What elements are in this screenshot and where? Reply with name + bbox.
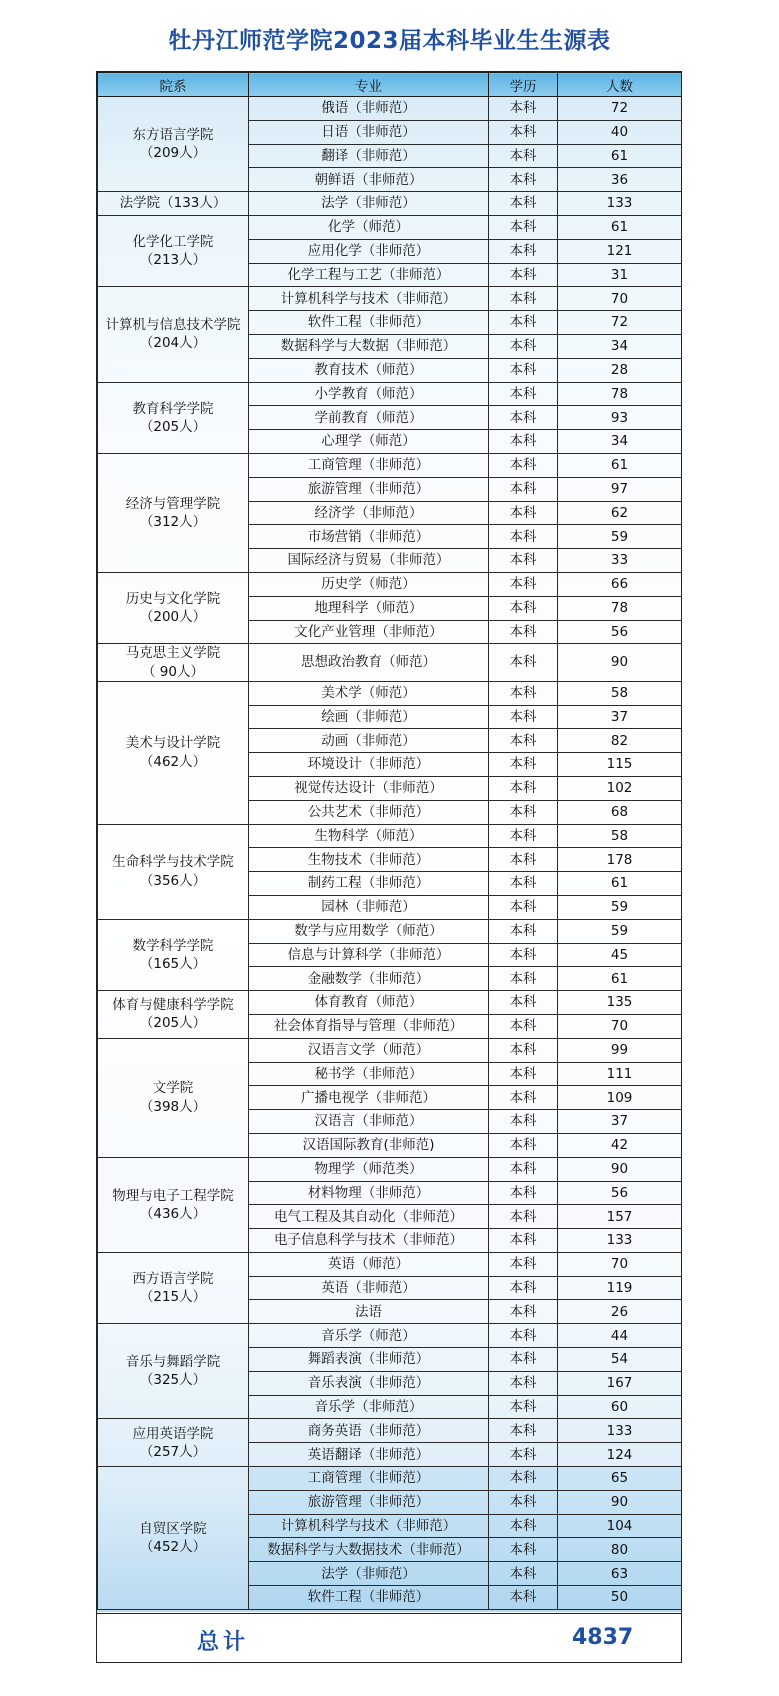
major-cell: 秘书学（非师范） — [249, 1062, 489, 1086]
count-cell: 121 — [558, 239, 682, 263]
major-cell: 汉语言（非师范） — [249, 1110, 489, 1134]
education-cell: 本科 — [489, 1252, 558, 1276]
department-name: 物理与电子工程学院 — [112, 1187, 234, 1204]
major-cell: 动画（非师范） — [249, 729, 489, 753]
education-cell: 本科 — [489, 991, 558, 1015]
count-cell: 135 — [558, 991, 682, 1015]
major-cell: 地理科学（师范） — [249, 596, 489, 620]
education-cell: 本科 — [489, 596, 558, 620]
education-cell: 本科 — [489, 620, 558, 644]
count-cell: 34 — [558, 430, 682, 454]
department-count: （204人） — [139, 335, 207, 352]
major-cell: 翻译（非师范） — [249, 144, 489, 168]
education-cell: 本科 — [489, 681, 558, 705]
department-name: 化学化工学院 — [132, 233, 214, 250]
education-cell: 本科 — [489, 1324, 558, 1348]
department-count: （205人） — [139, 418, 207, 435]
count-cell: 61 — [558, 967, 682, 991]
department-count: （436人） — [139, 1205, 207, 1222]
major-cell: 广播电视学（非师范） — [249, 1086, 489, 1110]
education-cell: 本科 — [489, 1538, 558, 1562]
education-cell: 本科 — [489, 1014, 558, 1038]
education-cell: 本科 — [489, 311, 558, 335]
count-cell: 133 — [558, 1229, 682, 1253]
count-cell: 97 — [558, 477, 682, 501]
major-cell: 经济学（非师范） — [249, 501, 489, 525]
department-name: 文学院 — [152, 1080, 194, 1097]
department-name: 应用英语学院 — [132, 1425, 214, 1442]
education-cell: 本科 — [489, 358, 558, 382]
major-cell: 化学工程与工艺（非师范） — [249, 263, 489, 287]
major-cell: 生物技术（非师范） — [249, 848, 489, 872]
count-cell: 26 — [558, 1300, 682, 1324]
major-cell: 英语（师范） — [249, 1252, 489, 1276]
education-cell: 本科 — [489, 406, 558, 430]
department-count: （213人） — [139, 252, 207, 269]
major-cell: 信息与计算科学（非师范） — [249, 943, 489, 967]
count-cell: 82 — [558, 729, 682, 753]
count-cell: 59 — [558, 919, 682, 943]
count-cell: 58 — [558, 681, 682, 705]
major-cell: 英语（非师范） — [249, 1276, 489, 1300]
education-cell: 本科 — [489, 1348, 558, 1372]
major-cell: 法学（非师范） — [249, 192, 489, 216]
count-cell: 63 — [558, 1562, 682, 1586]
education-cell: 本科 — [489, 1395, 558, 1419]
count-cell: 102 — [558, 776, 682, 800]
education-cell: 本科 — [489, 1038, 558, 1062]
department-name: 西方语言学院 — [132, 1270, 214, 1287]
major-cell: 应用化学（非师范） — [249, 239, 489, 263]
major-cell: 视觉传达设计（非师范） — [249, 776, 489, 800]
count-cell: 61 — [558, 215, 682, 239]
department-name: 马克思主义学院 — [125, 645, 221, 662]
major-cell: 小学教育（师范） — [249, 382, 489, 406]
education-cell: 本科 — [489, 1086, 558, 1110]
education-cell: 本科 — [489, 1110, 558, 1134]
department-name: 东方语言学院 — [132, 126, 214, 143]
count-cell: 111 — [558, 1062, 682, 1086]
major-cell: 社会体育指导与管理（非师范） — [249, 1014, 489, 1038]
major-cell: 化学（师范） — [249, 215, 489, 239]
department-name: 计算机与信息技术学院 — [105, 317, 241, 334]
count-cell: 93 — [558, 406, 682, 430]
education-cell: 本科 — [489, 776, 558, 800]
major-cell: 数据科学与大数据（非师范） — [249, 334, 489, 358]
count-cell: 133 — [558, 192, 682, 216]
education-cell: 本科 — [489, 168, 558, 192]
education-cell: 本科 — [489, 753, 558, 777]
major-cell: 商务英语（非师范） — [249, 1419, 489, 1443]
major-cell: 市场营销（非师范） — [249, 525, 489, 549]
education-cell: 本科 — [489, 824, 558, 848]
count-cell: 61 — [558, 453, 682, 477]
count-cell: 59 — [558, 525, 682, 549]
count-cell: 37 — [558, 1110, 682, 1134]
count-cell: 99 — [558, 1038, 682, 1062]
count-cell: 157 — [558, 1205, 682, 1229]
major-cell: 思想政治教育（师范） — [249, 644, 489, 681]
major-cell: 电子信息科学与技术（非师范） — [249, 1229, 489, 1253]
major-cell: 学前教育（师范） — [249, 406, 489, 430]
major-cell: 数学与应用数学（师范） — [249, 919, 489, 943]
count-cell: 37 — [558, 705, 682, 729]
major-cell: 物理学（师范类） — [249, 1157, 489, 1181]
education-cell: 本科 — [489, 1443, 558, 1467]
department-name: 音乐与舞蹈学院 — [125, 1354, 221, 1371]
major-cell: 朝鲜语（非师范） — [249, 168, 489, 192]
major-cell: 软件工程（非师范） — [249, 311, 489, 335]
major-cell: 英语翻译（非师范） — [249, 1443, 489, 1467]
education-cell: 本科 — [489, 1133, 558, 1157]
education-cell: 本科 — [489, 1157, 558, 1181]
count-cell: 68 — [558, 800, 682, 824]
count-cell: 50 — [558, 1586, 682, 1610]
department-count: （200人） — [139, 609, 207, 626]
education-cell: 本科 — [489, 1562, 558, 1586]
count-cell: 124 — [558, 1443, 682, 1467]
count-cell: 90 — [558, 1157, 682, 1181]
education-cell: 本科 — [489, 1062, 558, 1086]
department-name: 法学院（133人） — [119, 195, 227, 212]
count-cell: 72 — [558, 97, 682, 121]
education-cell: 本科 — [489, 1300, 558, 1324]
department-count: （ 90人） — [142, 663, 204, 680]
count-cell: 28 — [558, 358, 682, 382]
major-cell: 生物科学（师范） — [249, 824, 489, 848]
education-cell: 本科 — [489, 872, 558, 896]
count-cell: 36 — [558, 168, 682, 192]
major-cell: 软件工程（非师范） — [249, 1586, 489, 1610]
education-cell: 本科 — [489, 192, 558, 216]
education-cell: 本科 — [489, 729, 558, 753]
department-name: 自贸区学院 — [139, 1520, 207, 1537]
education-cell: 本科 — [489, 848, 558, 872]
education-cell: 本科 — [489, 1514, 558, 1538]
count-cell: 65 — [558, 1467, 682, 1491]
table-frame — [96, 71, 682, 1663]
education-cell: 本科 — [489, 1467, 558, 1491]
education-cell: 本科 — [489, 120, 558, 144]
count-cell: 70 — [558, 1014, 682, 1038]
education-cell: 本科 — [489, 287, 558, 311]
education-cell: 本科 — [489, 453, 558, 477]
total-value: 4837 — [572, 1625, 634, 1650]
major-cell: 材料物理（非师范） — [249, 1181, 489, 1205]
education-cell: 本科 — [489, 1276, 558, 1300]
major-cell: 俄语（非师范） — [249, 97, 489, 121]
major-cell: 工商管理（非师范） — [249, 1467, 489, 1491]
major-cell: 美术学（师范） — [249, 681, 489, 705]
education-cell: 本科 — [489, 919, 558, 943]
header-education: 学历 — [489, 73, 558, 97]
education-cell: 本科 — [489, 239, 558, 263]
education-cell: 本科 — [489, 895, 558, 919]
count-cell: 62 — [558, 501, 682, 525]
major-cell: 绘画（非师范） — [249, 705, 489, 729]
page-title: 牡丹江师范学院2023届本科毕业生生源表 — [168, 28, 611, 54]
header-count: 人数 — [558, 73, 682, 97]
major-cell: 旅游管理（非师范） — [249, 477, 489, 501]
count-cell: 78 — [558, 596, 682, 620]
major-cell: 心理学（师范） — [249, 430, 489, 454]
major-cell: 国际经济与贸易（非师范） — [249, 549, 489, 573]
education-cell: 本科 — [489, 967, 558, 991]
count-cell: 61 — [558, 144, 682, 168]
major-cell: 法语 — [249, 1300, 489, 1324]
count-cell: 109 — [558, 1086, 682, 1110]
education-cell: 本科 — [489, 943, 558, 967]
count-cell: 66 — [558, 572, 682, 596]
count-cell: 60 — [558, 1395, 682, 1419]
education-cell: 本科 — [489, 430, 558, 454]
count-cell: 54 — [558, 1348, 682, 1372]
count-cell: 34 — [558, 334, 682, 358]
department-name: 经济与管理学院 — [125, 495, 221, 512]
count-cell: 31 — [558, 263, 682, 287]
department-count: （462人） — [139, 753, 207, 770]
major-cell: 公共艺术（非师范） — [249, 800, 489, 824]
count-cell: 44 — [558, 1324, 682, 1348]
education-cell: 本科 — [489, 1371, 558, 1395]
count-cell: 40 — [558, 120, 682, 144]
department-name: 美术与设计学院 — [125, 735, 221, 752]
education-cell: 本科 — [489, 501, 558, 525]
count-cell: 59 — [558, 895, 682, 919]
education-cell: 本科 — [489, 1229, 558, 1253]
department-count: （165人） — [139, 955, 207, 972]
department-count: （209人） — [139, 145, 207, 162]
education-cell: 本科 — [489, 97, 558, 121]
department-name: 生命科学与技术学院 — [112, 854, 234, 871]
department-count: （215人） — [139, 1289, 207, 1306]
major-cell: 汉语言文学（师范） — [249, 1038, 489, 1062]
education-cell: 本科 — [489, 705, 558, 729]
count-cell: 56 — [558, 620, 682, 644]
department-name: 历史与文化学院 — [125, 590, 221, 607]
count-cell: 90 — [558, 1490, 682, 1514]
education-cell: 本科 — [489, 1490, 558, 1514]
education-cell: 本科 — [489, 1586, 558, 1610]
education-cell: 本科 — [489, 382, 558, 406]
department-count: （257人） — [139, 1443, 207, 1460]
department-count: （312人） — [139, 513, 207, 530]
education-cell: 本科 — [489, 1181, 558, 1205]
major-cell: 计算机科学与技术（非师范） — [249, 1514, 489, 1538]
education-cell: 本科 — [489, 144, 558, 168]
education-cell: 本科 — [489, 525, 558, 549]
major-cell: 数据科学与大数据技术（非师范） — [249, 1538, 489, 1562]
count-cell: 70 — [558, 287, 682, 311]
education-cell: 本科 — [489, 477, 558, 501]
major-cell: 电气工程及其自动化（非师范） — [249, 1205, 489, 1229]
count-cell: 80 — [558, 1538, 682, 1562]
department-count: （398人） — [139, 1098, 207, 1115]
department-count: （205人） — [139, 1015, 207, 1032]
major-cell: 金融数学（非师范） — [249, 967, 489, 991]
count-cell: 42 — [558, 1133, 682, 1157]
count-cell: 58 — [558, 824, 682, 848]
count-cell: 45 — [558, 943, 682, 967]
major-cell: 舞蹈表演（非师范） — [249, 1348, 489, 1372]
major-cell: 体育教育（师范） — [249, 991, 489, 1015]
count-cell: 133 — [558, 1419, 682, 1443]
department-name: 教育科学学院 — [132, 400, 214, 417]
department-name: 数学科学学院 — [132, 937, 214, 954]
education-cell: 本科 — [489, 549, 558, 573]
major-cell: 旅游管理（非师范） — [249, 1490, 489, 1514]
major-cell: 教育技术（师范） — [249, 358, 489, 382]
major-cell: 汉语国际教育(非师范) — [249, 1133, 489, 1157]
major-cell: 环境设计（非师范） — [249, 753, 489, 777]
count-cell: 115 — [558, 753, 682, 777]
education-cell: 本科 — [489, 800, 558, 824]
education-cell: 本科 — [489, 334, 558, 358]
major-cell: 园林（非师范） — [249, 895, 489, 919]
education-cell: 本科 — [489, 1419, 558, 1443]
department-count: （356人） — [139, 872, 207, 889]
major-cell: 日语（非师范） — [249, 120, 489, 144]
count-cell: 167 — [558, 1371, 682, 1395]
count-cell: 178 — [558, 848, 682, 872]
header-major: 专业 — [249, 73, 489, 97]
major-cell: 文化产业管理（非师范） — [249, 620, 489, 644]
major-cell: 工商管理（非师范） — [249, 453, 489, 477]
count-cell: 56 — [558, 1181, 682, 1205]
department-name: 体育与健康科学学院 — [112, 997, 234, 1014]
count-cell: 78 — [558, 382, 682, 406]
count-cell: 119 — [558, 1276, 682, 1300]
major-cell: 制药工程（非师范） — [249, 872, 489, 896]
count-cell: 72 — [558, 311, 682, 335]
major-cell: 法学（非师范） — [249, 1562, 489, 1586]
education-cell: 本科 — [489, 1205, 558, 1229]
education-cell: 本科 — [489, 644, 558, 681]
major-cell: 计算机科学与技术（非师范） — [249, 287, 489, 311]
count-cell: 33 — [558, 549, 682, 573]
count-cell: 104 — [558, 1514, 682, 1538]
header-department: 院系 — [98, 73, 249, 97]
count-cell: 70 — [558, 1252, 682, 1276]
education-cell: 本科 — [489, 215, 558, 239]
education-cell: 本科 — [489, 572, 558, 596]
major-cell: 音乐学（非师范） — [249, 1395, 489, 1419]
total-label: 总计 — [197, 1630, 250, 1655]
department-count: （325人） — [139, 1372, 207, 1389]
major-cell: 音乐学（师范） — [249, 1324, 489, 1348]
education-cell: 本科 — [489, 263, 558, 287]
major-cell: 音乐表演（非师范） — [249, 1371, 489, 1395]
department-count: （452人） — [139, 1538, 207, 1555]
major-cell: 历史学（师范） — [249, 572, 489, 596]
count-cell: 90 — [558, 644, 682, 681]
count-cell: 61 — [558, 872, 682, 896]
